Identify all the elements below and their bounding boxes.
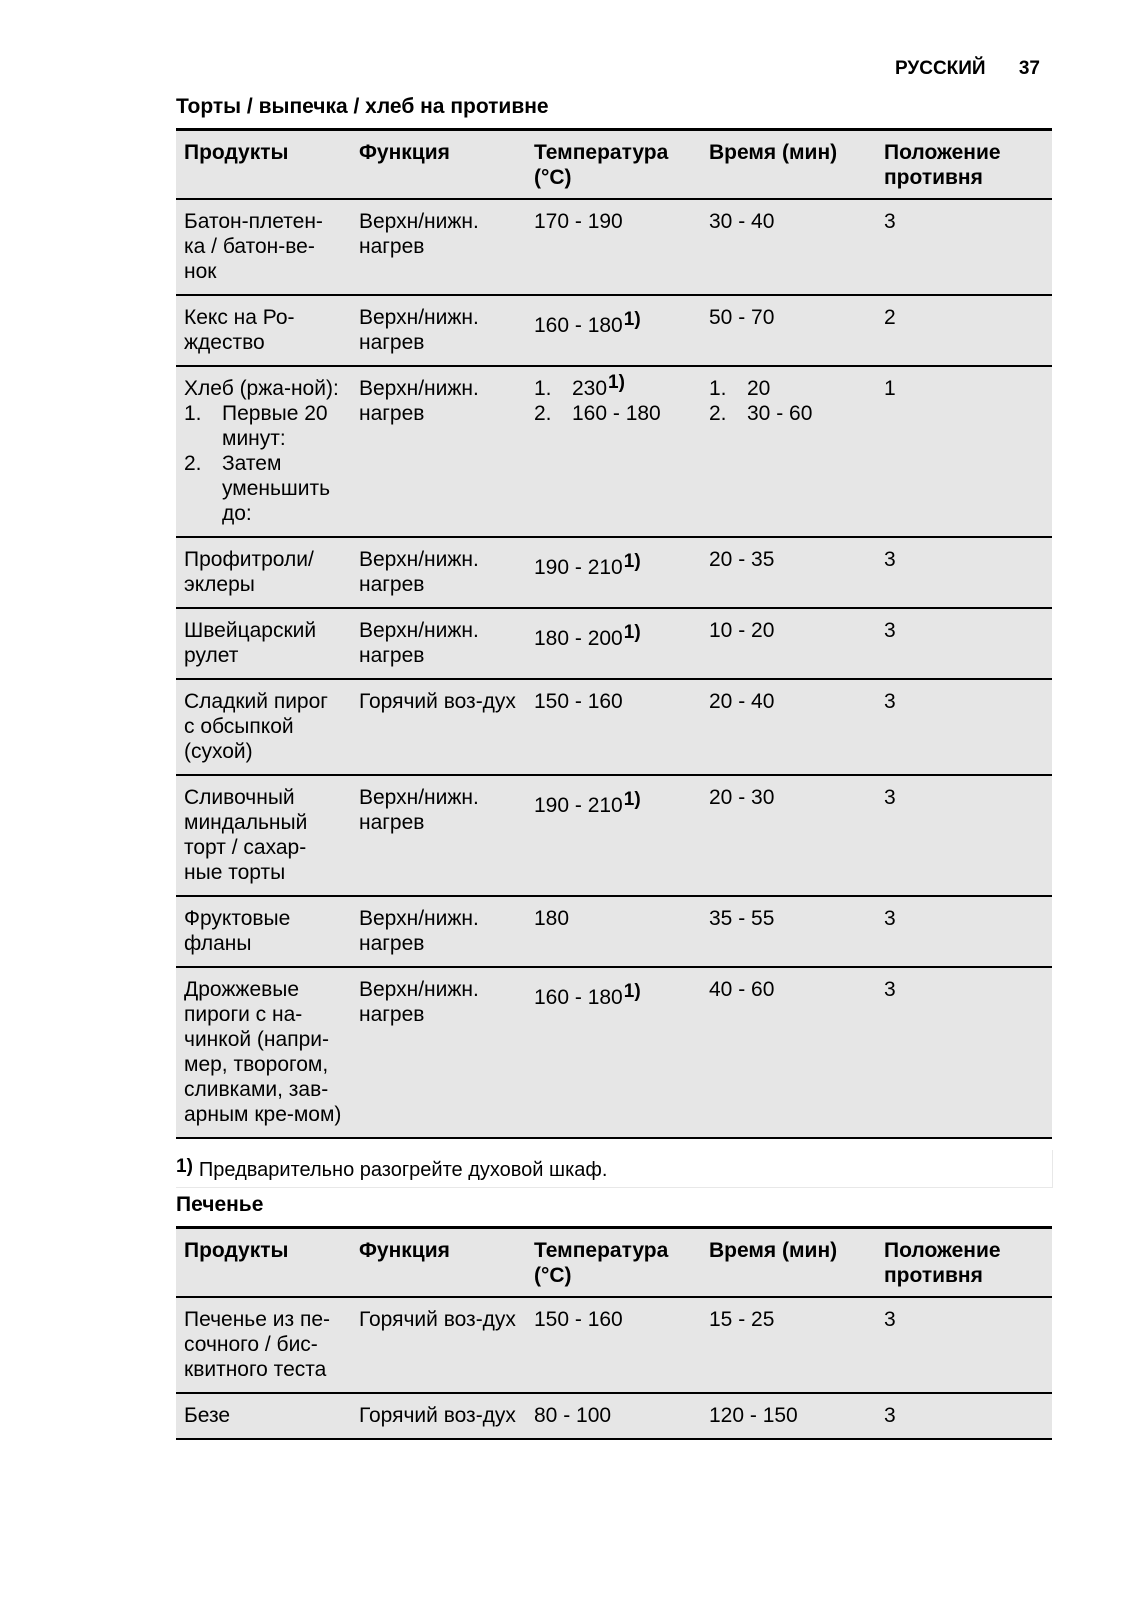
position-cell: 3 (876, 199, 1052, 295)
temperature-cell (526, 537, 701, 608)
product-cell: Профитроли/ эклеры (176, 537, 351, 608)
footnote-ref: 1) (623, 309, 641, 330)
footnote-ref: 1) (608, 372, 625, 393)
list-item: 1. 20 (709, 377, 771, 400)
function-cell: Верхн/нижн. нагрев (351, 775, 526, 896)
step-temperature: 160 - 180 (572, 402, 661, 425)
position-cell: 3 (876, 608, 1052, 679)
page-header (895, 58, 1040, 80)
product-cell: Дрожжевые пироги с на-чинкой (напри-мер, творогом, сливками, зав-арным кре-мом) (176, 967, 351, 1138)
time-cell: 20 - 35 (701, 537, 876, 608)
footnote-ref: 1) (623, 622, 641, 643)
product-cell: Батон-плетен-ка / батон-ве-нок (176, 199, 351, 295)
product-cell: Сладкий пирог с обсыпкой (сухой) (176, 679, 351, 775)
time-cell: 20 - 40 (701, 679, 876, 775)
temperature-value: 160 - 180 (534, 986, 623, 1009)
footnote-mark: 1) (176, 1156, 193, 1177)
table-row (176, 537, 1052, 608)
footnote-ref: 1) (623, 981, 641, 1002)
table-row (176, 295, 1052, 366)
list-item: 2. 30 - 60 (709, 402, 813, 425)
footnote-ref: 1) (623, 789, 641, 810)
column-header-position: Положение противня (876, 130, 1052, 200)
step-temperature: 230 (572, 377, 608, 400)
time-cell: 20 - 30 (701, 775, 876, 896)
column-header-function: Функция (351, 1228, 526, 1298)
list-item: 2. 160 - 180 (534, 402, 661, 425)
position-cell: 3 (876, 775, 1052, 896)
product-cell: Безе (176, 1393, 351, 1439)
temperature-value: 190 - 210 (534, 794, 623, 817)
time-cell (701, 366, 876, 537)
product-steps-list (184, 401, 343, 526)
table-row (176, 775, 1052, 896)
table-row (176, 366, 1052, 537)
section-title-cakes: Торты / выпечка / хлеб на противне (176, 95, 549, 118)
time-cell: 35 - 55 (701, 896, 876, 967)
page-number: 37 (1018, 58, 1040, 79)
time-cell: 50 - 70 (701, 295, 876, 366)
footnote (176, 1150, 1053, 1188)
time-cell: 120 - 150 (701, 1393, 876, 1439)
product-name: Хлеб (ржа-ной): (184, 377, 339, 400)
product-cell: Фруктовые фланы (176, 896, 351, 967)
temperature-cell: 150 - 160 (526, 679, 701, 775)
product-cell (176, 366, 351, 537)
step-text: Первые 20 минут: (222, 402, 328, 450)
list-item: 1. 230$^{1)}$ (534, 372, 625, 400)
product-cell: Сливочный миндальный торт / сахар-ные торты (176, 775, 351, 896)
temperature-cell: 80 - 100 (526, 1393, 701, 1439)
section-title-cookies: Печенье (176, 1193, 264, 1216)
position-cell: 3 (876, 537, 1052, 608)
product-cell: Печенье из пе-сочного / бис-квитного теста (176, 1297, 351, 1393)
position-cell: 3 (876, 896, 1052, 967)
column-header-time: Время (мин) (701, 130, 876, 200)
position-cell: 3 (876, 967, 1052, 1138)
temperature-cell: 150 - 160 (526, 1297, 701, 1393)
temperature-cell (526, 967, 701, 1138)
table-header-row (176, 130, 1052, 200)
table-row (176, 1393, 1052, 1439)
function-cell: Верхн/нижн. нагрев (351, 896, 526, 967)
function-cell: Верхн/нижн. нагрев (351, 537, 526, 608)
time-cell: 15 - 25 (701, 1297, 876, 1393)
product-cell: Кекс на Ро-ждество (176, 295, 351, 366)
temperature-cell (526, 608, 701, 679)
temperature-value: 160 - 180 (534, 314, 623, 337)
position-cell: 3 (876, 1393, 1052, 1439)
column-header-temperature: Температура (°C) (526, 1228, 701, 1298)
function-cell: Горячий воз-дух (351, 1297, 526, 1393)
function-cell: Верхн/нижн. нагрев (351, 199, 526, 295)
time-steps-list (709, 376, 868, 426)
table-row (176, 1297, 1052, 1393)
column-header-time: Время (мин) (701, 1228, 876, 1298)
function-cell: Верхн/нижн. нагрев (351, 295, 526, 366)
footnote-text: Предварительно разогрейте духовой шкаф. (198, 1159, 608, 1181)
column-header-products: Продукты (176, 1228, 351, 1298)
step-time: 30 - 60 (747, 402, 813, 425)
footnote-ref: 1) (623, 551, 641, 572)
function-cell: Верхн/нижн. нагрев (351, 967, 526, 1138)
column-header-position: Положение противня (876, 1228, 1052, 1298)
product-cell: Швейцарский рулет (176, 608, 351, 679)
baking-table-cakes (176, 128, 1052, 1139)
function-cell: Горячий воз-дух (351, 679, 526, 775)
baking-table-cookies (176, 1226, 1052, 1440)
time-cell: 40 - 60 (701, 967, 876, 1138)
temperature-cell (526, 366, 701, 537)
column-header-temperature: Температура (°C) (526, 130, 701, 200)
position-cell: 3 (876, 1297, 1052, 1393)
temperature-cell (526, 775, 701, 896)
table-row (176, 896, 1052, 967)
function-cell: Верхн/нижн. нагрев (351, 608, 526, 679)
position-cell: 2 (876, 295, 1052, 366)
table-row (176, 608, 1052, 679)
function-cell: Горячий воз-дух (351, 1393, 526, 1439)
temperature-cell: 180 (526, 896, 701, 967)
column-header-function: Функция (351, 130, 526, 200)
step-time: 20 (747, 377, 771, 400)
temperature-value: 180 - 200 (534, 627, 623, 650)
step-text: Затем уменьшить до: (222, 452, 331, 525)
position-cell: 3 (876, 679, 1052, 775)
list-item: 2. Затем уменьшить до: (184, 452, 331, 525)
list-item: 1. Первые 20 минут: (184, 402, 328, 450)
table-header-row (176, 1228, 1052, 1298)
table-row (176, 967, 1052, 1138)
temperature-value: 190 - 210 (534, 556, 623, 579)
time-cell: 30 - 40 (701, 199, 876, 295)
function-cell: Верхн/нижн. нагрев (351, 366, 526, 537)
column-header-products: Продукты (176, 130, 351, 200)
temperature-steps-list (534, 372, 693, 426)
time-cell: 10 - 20 (701, 608, 876, 679)
language-label: РУССКИЙ (894, 58, 986, 79)
temperature-cell: 170 - 190 (526, 199, 701, 295)
temperature-cell (526, 295, 701, 366)
table-row (176, 199, 1052, 295)
position-cell: 1 (876, 366, 1052, 537)
table-row (176, 679, 1052, 775)
